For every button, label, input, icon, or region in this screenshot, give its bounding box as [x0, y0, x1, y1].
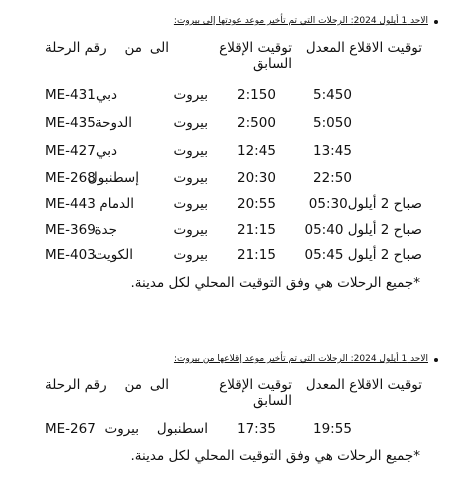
- header-prev-departure: توقيت الإقلاع: [219, 377, 292, 393]
- origin: جدة: [94, 222, 117, 238]
- prev-departure-time: 20:30: [237, 170, 276, 186]
- header-flight-no: رقم الرحلة: [45, 377, 107, 393]
- prev-departure-time: 21:15: [237, 247, 276, 263]
- prev-departure-time: 20:55: [237, 196, 276, 212]
- new-departure-time: صباح 2 أيلول05:30: [308, 196, 422, 212]
- prev-departure-time: 2:500: [237, 115, 276, 131]
- destination: بيروت: [173, 170, 208, 186]
- flight-number: ME-431: [45, 87, 96, 103]
- flight-number: ME-427: [45, 143, 96, 159]
- new-departure-time: 22:50: [313, 170, 352, 186]
- header-new-departure: توقيت الاقلاع المعدل: [305, 40, 422, 56]
- destination: بيروت: [173, 143, 208, 159]
- new-departure-time: 5:050: [313, 115, 352, 131]
- section-note: الاحد 1 أيلول 2024: الرحلات التي تم تأخير موعد إقلاعها من بيروت:: [173, 354, 428, 364]
- header-prev-departure-line2: السابق: [252, 56, 292, 72]
- footnote: *جميع الرحلات هي وفق التوقيت المحلي لكل مدينة.: [130, 275, 420, 291]
- section-note: الاحد 1 أيلول 2024: الرحلات التي تم تأخير موعد عودتها إلى بيروت:: [173, 16, 428, 26]
- header-from: من: [124, 377, 142, 393]
- origin: دبي: [95, 87, 117, 103]
- origin: الكويت: [93, 247, 133, 263]
- new-departure-time: صباح 2 أيلول 05:40: [304, 222, 422, 238]
- header-from: من: [124, 40, 142, 56]
- flight-number: ME-443: [45, 196, 96, 212]
- destination: بيروت: [173, 247, 208, 263]
- bullet-icon: [434, 20, 438, 24]
- prev-departure-time: 12:45: [237, 143, 276, 159]
- header-flight-no: رقم الرحلة: [45, 40, 107, 56]
- origin: الدمام: [99, 196, 134, 212]
- prev-departure-time: 17:35: [237, 421, 276, 437]
- new-departure-time: 5:450: [313, 87, 352, 103]
- origin: دبي: [95, 143, 117, 159]
- destination: اسطنبول: [156, 421, 208, 437]
- header-to: الى: [149, 40, 169, 56]
- footnote: *جميع الرحلات هي وفق التوقيت المحلي لكل مدينة.: [130, 448, 420, 464]
- destination: بيروت: [173, 222, 208, 238]
- flight-number: ME-267: [45, 421, 96, 437]
- destination: بيروت: [173, 115, 208, 131]
- flight-number: ME-435: [45, 115, 96, 131]
- header-to: الى: [149, 377, 169, 393]
- flight-number: ME-268: [45, 170, 96, 186]
- new-departure-time: صباح 2 أيلول 05:45: [304, 247, 422, 263]
- origin: الدوحة: [94, 115, 132, 131]
- flight-number: ME-403: [45, 247, 96, 263]
- origin: بيروت: [104, 421, 139, 437]
- destination: بيروت: [173, 196, 208, 212]
- header-prev-departure: توقيت الإقلاع: [219, 40, 292, 56]
- destination: بيروت: [173, 87, 208, 103]
- header-prev-departure-line2: السابق: [252, 393, 292, 409]
- origin: إسطنبول: [87, 170, 139, 186]
- header-new-departure: توقيت الاقلاع المعدل: [305, 377, 422, 393]
- prev-departure-time: 21:15: [237, 222, 276, 238]
- new-departure-time: 13:45: [313, 143, 352, 159]
- flight-number: ME-369: [45, 222, 96, 238]
- prev-departure-time: 2:150: [237, 87, 276, 103]
- new-departure-time: 19:55: [313, 421, 352, 437]
- bullet-icon: [434, 358, 438, 362]
